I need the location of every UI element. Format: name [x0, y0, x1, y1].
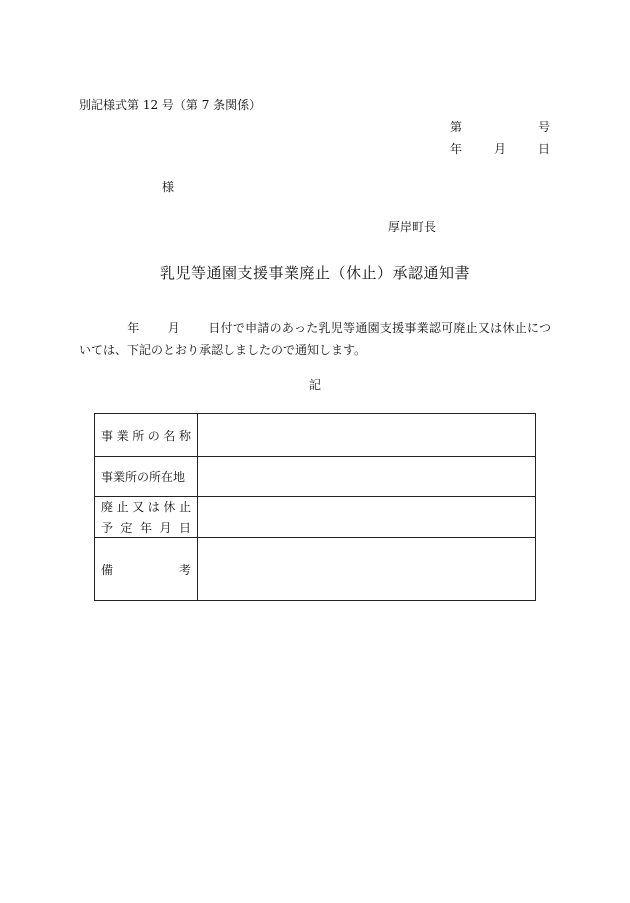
label-remarks: [95, 538, 198, 601]
label-char: 止: [178, 500, 191, 514]
label-planned-date: [95, 497, 198, 538]
body-month: 月: [167, 321, 181, 335]
label-char: 日: [178, 521, 191, 535]
label-char: 止: [116, 500, 129, 514]
label-char: 又: [132, 500, 145, 514]
value-planned-date[interactable]: [198, 497, 536, 538]
ki-heading: 記: [308, 378, 321, 392]
document-title: 乳児等通園支援事業廃止（休止）承認通知書: [159, 264, 470, 282]
document-number-line: [450, 118, 550, 135]
label-char: 事: [101, 428, 114, 443]
label-char: は: [147, 500, 160, 514]
label-char: 月: [159, 521, 172, 535]
value-remarks[interactable]: [198, 538, 536, 601]
table-row: [95, 538, 536, 601]
table-row: [95, 414, 536, 457]
number-suffix: 号: [537, 120, 550, 134]
label-char: 業: [116, 428, 129, 443]
label-char: 名: [163, 428, 176, 443]
table-row: [95, 497, 536, 538]
body-year: 年: [127, 321, 140, 335]
addressee: 様: [162, 180, 175, 194]
details-table: [94, 413, 536, 601]
label-text: 事業所の所在地: [101, 470, 186, 484]
body-text: [79, 317, 551, 361]
value-facility-address[interactable]: [198, 457, 536, 497]
number-prefix: 第: [450, 120, 463, 134]
label-facility-address: [95, 457, 198, 497]
label-char: 所: [132, 428, 145, 443]
sender: 厚岸町長: [388, 220, 437, 234]
body-rest: 日付で申請のあった乳児等通園支援事業認可廃止又は休止については、下記のとおり承認しましたので通知します。: [79, 321, 551, 357]
label-char: 年: [139, 521, 152, 535]
form-number-label: 別記様式第 12 号（第 7 条関係）: [79, 98, 262, 112]
date-month: 月: [493, 142, 506, 156]
label-char: の: [147, 428, 160, 443]
label-facility-name: [95, 414, 198, 457]
date-day: 日: [537, 142, 550, 156]
label-char: 備: [101, 562, 114, 577]
document-date-line: [450, 140, 550, 157]
label-char: 休: [163, 500, 176, 514]
label-char: 称: [178, 428, 191, 443]
date-year: 年: [450, 142, 463, 156]
label-char: 考: [178, 562, 191, 577]
value-facility-name[interactable]: [198, 414, 536, 457]
label-char: 廃: [101, 500, 114, 514]
table-row: [95, 457, 536, 497]
label-char: 予: [101, 521, 114, 535]
label-char: 定: [120, 521, 133, 535]
